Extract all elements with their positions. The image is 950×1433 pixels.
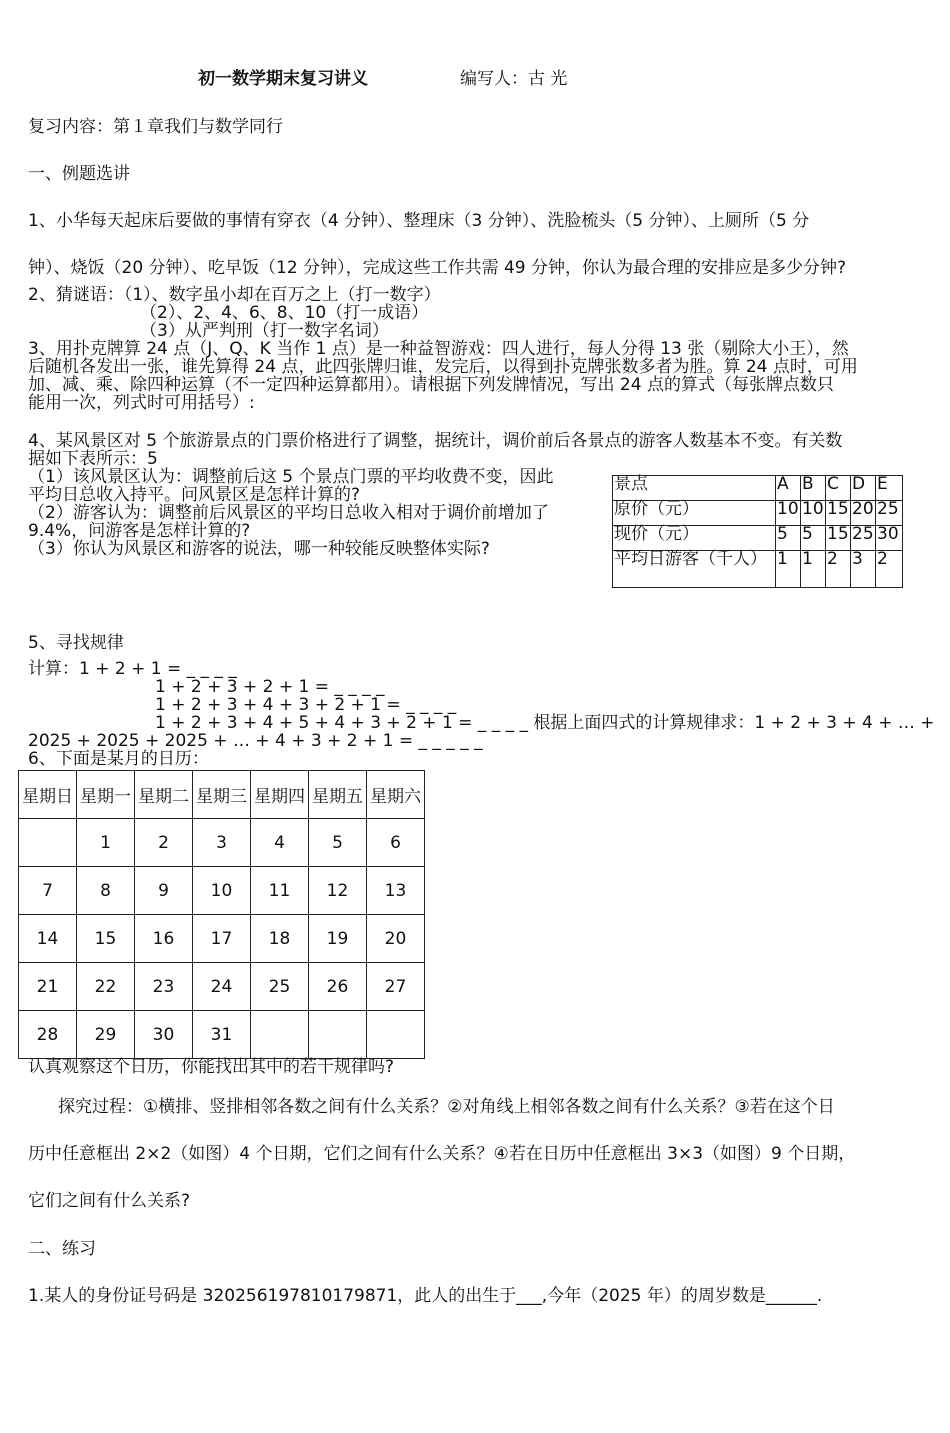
calendar-row — [19, 819, 425, 867]
calendar-cell: 14 — [19, 915, 77, 963]
table-cell: B — [801, 476, 826, 501]
table-row — [613, 501, 903, 526]
q3-line3: 加、减、乘、除四种运算（不一定四种运算都用）。请根据下列发牌情况，写出 24 点的算式（每张牌点数只 — [28, 375, 834, 395]
table-cell: 平均日游客（千人） — [613, 551, 776, 588]
q5-line5: 2025 + 2025 + 2025 + … + 4 + 3 + 2 + 1 = _ _ _ _ _ — [28, 731, 483, 751]
q5-line3: 1 + 2 + 3 + 4 + 3 + 2 + 1 = _ _ _ _ — [155, 695, 457, 715]
calendar-cell: 1 — [77, 819, 135, 867]
calendar-cell: 24 — [193, 963, 251, 1011]
weekday-header: 星期一 — [77, 771, 135, 819]
calendar-row — [19, 867, 425, 915]
calendar-cell — [367, 1011, 425, 1059]
calendar-cell: 29 — [77, 1011, 135, 1059]
calendar-row — [19, 1011, 425, 1059]
calendar-cell: 28 — [19, 1011, 77, 1059]
calendar-cell: 27 — [367, 963, 425, 1011]
table-cell: 1 — [801, 551, 826, 588]
table-cell: 3 — [851, 551, 876, 588]
table-cell: 25 — [851, 526, 876, 551]
calendar-cell: 7 — [19, 867, 77, 915]
q4-sub2-line1: （2）游客认为：调整前后风景区的平均日总收入相对于调价前增加了 — [28, 503, 549, 523]
calendar-cell: 22 — [77, 963, 135, 1011]
q5-title: 5、寻找规律 — [28, 633, 124, 653]
q6-explore-line2: 历中任意框出 2×2（如图）4 个日期，它们之间有什么关系？④若在日历中任意框出 3×3（如图）9 个日期， — [28, 1144, 856, 1164]
calendar-cell — [309, 1011, 367, 1059]
calendar-row — [19, 915, 425, 963]
price-table — [612, 475, 903, 588]
review-content: 复习内容：第１章我们与数学同行 — [28, 117, 283, 137]
table-cell: 现价（元） — [613, 526, 776, 551]
q1-line1: 1、小华每天起床后要做的事情有穿衣（4 分钟）、整理床（3 分钟）、洗脸梳头（5 分钟）、上厕所（5 分 — [28, 211, 810, 231]
exercise-1: 1.某人的身份证号码是 320256197810179871，此人的出生于___,今年（2025 年）的周岁数是______. — [28, 1286, 823, 1306]
table-cell: C — [826, 476, 851, 501]
q2-line2: （2）、2、4、6、8、10（打一成语） — [140, 303, 429, 323]
q4-sub1-line2: 平均日总收入持平。问风景区是怎样计算的? — [28, 485, 361, 505]
table-cell: 20 — [851, 501, 876, 526]
calendar-cell — [251, 1011, 309, 1059]
section2-title: 二、练习 — [28, 1239, 96, 1259]
calendar-row — [19, 963, 425, 1011]
q4-line2: 据如下表所示：5 — [28, 449, 158, 469]
calendar-cell: 17 — [193, 915, 251, 963]
table-cell: 25 — [876, 501, 903, 526]
calendar-cell: 2 — [135, 819, 193, 867]
table-row — [613, 551, 903, 588]
q5-line4: 1 + 2 + 3 + 4 + 5 + 4 + 3 + 2 + 1 = _ _ _ _ 根据上面四式的计算规律求：1 + 2 + 3 + 4 + … + — [155, 713, 935, 733]
q5-line2: 1 + 2 + 3 + 2 + 1 = _ _ _ _ — [155, 677, 385, 697]
table-row — [613, 476, 903, 501]
weekday-header: 星期三 — [193, 771, 251, 819]
calendar-table — [18, 770, 425, 1059]
table-cell: 10 — [801, 501, 826, 526]
weekday-header: 星期日 — [19, 771, 77, 819]
q4-sub1-line1: （1）该风景区认为：调整前后这 5 个景点门票的平均收费不变，因此 — [28, 467, 554, 487]
weekday-header: 星期五 — [309, 771, 367, 819]
calendar-cell: 31 — [193, 1011, 251, 1059]
table-cell: 10 — [776, 501, 801, 526]
calendar-cell: 26 — [309, 963, 367, 1011]
q1-line2: 钟）、烧饭（20 分钟）、吃早饭（12 分钟），完成这些工作共需 49 分钟，你认为最合理的安排应是多少分钟? — [28, 258, 847, 278]
q6-explore-line1: 探究过程：①横排、竖排相邻各数之间有什么关系？②对角线上相邻各数之间有什么关系？③若在这个日 — [58, 1097, 835, 1117]
q5-line1: 计算：1 + 2 + 1 = _ _ _ _ — [28, 659, 237, 679]
q6-title: 6、下面是某月的日历： — [28, 749, 209, 769]
q4-line1: 4、某风景区对 5 个旅游景点的门票价格进行了调整，据统计，调价前后各景点的游客人数基本不变。有关数 — [28, 431, 843, 451]
q4-sub3: （3）你认为风景区和游客的说法，哪一种较能反映整体实际? — [28, 539, 490, 559]
q3-line2: 后随机各发出一张，谁先算得 24 点，此四张牌归谁，发完后，以得到扑克牌张数多者为胜。算 24 点时，可用 — [28, 357, 858, 377]
calendar-cell: 30 — [135, 1011, 193, 1059]
calendar-cell: 9 — [135, 867, 193, 915]
table-cell: 30 — [876, 526, 903, 551]
calendar-cell: 18 — [251, 915, 309, 963]
q4-sub2-line2: 9.4%，问游客是怎样计算的? — [28, 521, 251, 541]
q2-line1: 2、猜谜语：（1）、数字虽小却在百万之上（打一数字） — [28, 285, 441, 305]
section1-title: 一、例题选讲 — [28, 164, 130, 184]
weekday-header: 星期二 — [135, 771, 193, 819]
calendar-header-row — [19, 771, 425, 819]
table-cell: 5 — [801, 526, 826, 551]
weekday-header: 星期六 — [367, 771, 425, 819]
calendar-cell: 20 — [367, 915, 425, 963]
table-cell: 5 — [776, 526, 801, 551]
calendar-cell: 5 — [309, 819, 367, 867]
calendar-cell: 10 — [193, 867, 251, 915]
calendar-cell: 11 — [251, 867, 309, 915]
calendar-cell: 4 — [251, 819, 309, 867]
q2-line3: （3）从严判刑（打一数字名词） — [140, 321, 389, 341]
calendar-cell — [19, 819, 77, 867]
q3-line4: 能用一次，列式时可用括号）: — [28, 393, 255, 413]
calendar-cell: 16 — [135, 915, 193, 963]
table-cell: 2 — [876, 551, 903, 588]
calendar-cell: 13 — [367, 867, 425, 915]
q6-explore-line3: 它们之间有什么关系? — [28, 1191, 191, 1211]
calendar-cell: 12 — [309, 867, 367, 915]
calendar-cell: 6 — [367, 819, 425, 867]
table-cell: 15 — [826, 526, 851, 551]
author: 编写人：古 光 — [460, 69, 568, 89]
table-row — [613, 526, 903, 551]
calendar-cell: 23 — [135, 963, 193, 1011]
table-cell: 原价（元） — [613, 501, 776, 526]
calendar-cell: 19 — [309, 915, 367, 963]
page-title: 初一数学期末复习讲义 — [198, 69, 368, 89]
calendar-cell: 15 — [77, 915, 135, 963]
table-cell: 2 — [826, 551, 851, 588]
calendar-cell: 3 — [193, 819, 251, 867]
table-cell: 15 — [826, 501, 851, 526]
q3-line1: 3、用扑克牌算 24 点（J、Q、K 当作 1 点）是一种益智游戏：四人进行，每人分得 13 张（剔除大小王），然 — [28, 339, 849, 359]
table-cell: 1 — [776, 551, 801, 588]
table-cell: E — [876, 476, 903, 501]
calendar-cell: 8 — [77, 867, 135, 915]
table-cell: A — [776, 476, 801, 501]
calendar-cell: 21 — [19, 963, 77, 1011]
calendar-cell: 25 — [251, 963, 309, 1011]
q6-question: 认真观察这个日历，你能找出其中的若干规律吗? — [28, 1057, 395, 1077]
table-cell: D — [851, 476, 876, 501]
weekday-header: 星期四 — [251, 771, 309, 819]
table-cell: 景点 — [613, 476, 776, 501]
